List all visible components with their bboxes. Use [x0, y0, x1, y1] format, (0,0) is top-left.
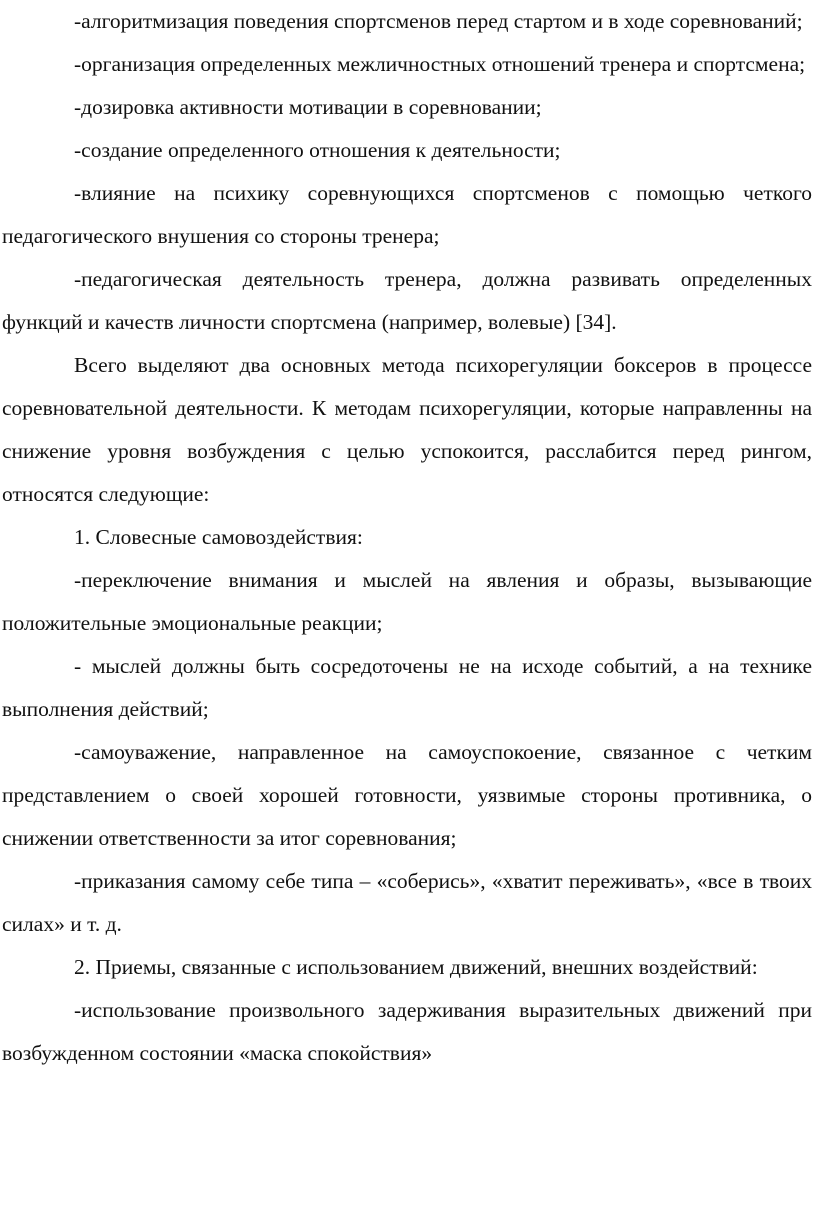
paragraph-bullet-coach-activity: -педагогическая деятельность тренера, должна развивать определенных функций и качеств личности спортсмена (например, волевые) [34]. — [2, 267, 812, 334]
paragraph-bullet-self-commands: -приказания самому себе типа – «соберись», «хватит переживать», «все в твоих силах» и т. д. — [2, 869, 812, 936]
paragraph-bullet-attitude: -создание определенного отношения к деятельности; — [74, 138, 561, 162]
paragraph-heading-movements: 2. Приемы, связанные с использованием движений, внешних воздействий: — [74, 955, 758, 979]
paragraph-bullet-interpersonal-relations: -организация определенных межличностных отношений тренера и спортсмена; — [74, 52, 806, 76]
document-page — [2, 0, 812, 1075]
paragraph-bullet-attention-switch: -переключение внимания и мыслей на явления и образы, вызывающие положительные эмоциональные реакции; — [2, 568, 812, 635]
paragraph-heading-verbal: 1. Словесные самовоздействия: — [74, 525, 363, 549]
paragraph-bullet-technique-focus: - мыслей должны быть сосредоточены не на исходе событий, а на технике выполнения действий; — [2, 654, 812, 721]
paragraph-bullet-calm-mask: -использование произвольного задерживания выразительных движений при возбужденном состоянии «маска спокойствия» — [2, 998, 812, 1065]
paragraph-methods-intro: Всего выделяют два основных метода психорегуляции боксеров в процессе соревновательной деятельности. К методам психорегуляции, которые направленны на снижение уровня возбуждения с целью успокоится, расслабится перед рингом, относятся следующие: — [2, 353, 812, 506]
paragraph-bullet-motivation-dosage: -дозировка активности мотивации в соревновании; — [74, 95, 542, 119]
paragraph-bullet-pedagogical-suggestion: -влияние на психику соревнующихся спортсменов с помощью четкого педагогического внушения со стороны тренера; — [2, 181, 812, 248]
paragraph-bullet-self-respect: -самоуважение, направленное на самоуспокоение, связанное с четким представлением о своей хорошей готовности, уязвимые стороны противника, о снижении ответственности за итог соревнования; — [2, 740, 812, 850]
paragraph-bullet-algorithmization: -алгоритмизация поведения спортсменов перед стартом и в ходе соревнований; — [74, 9, 803, 33]
